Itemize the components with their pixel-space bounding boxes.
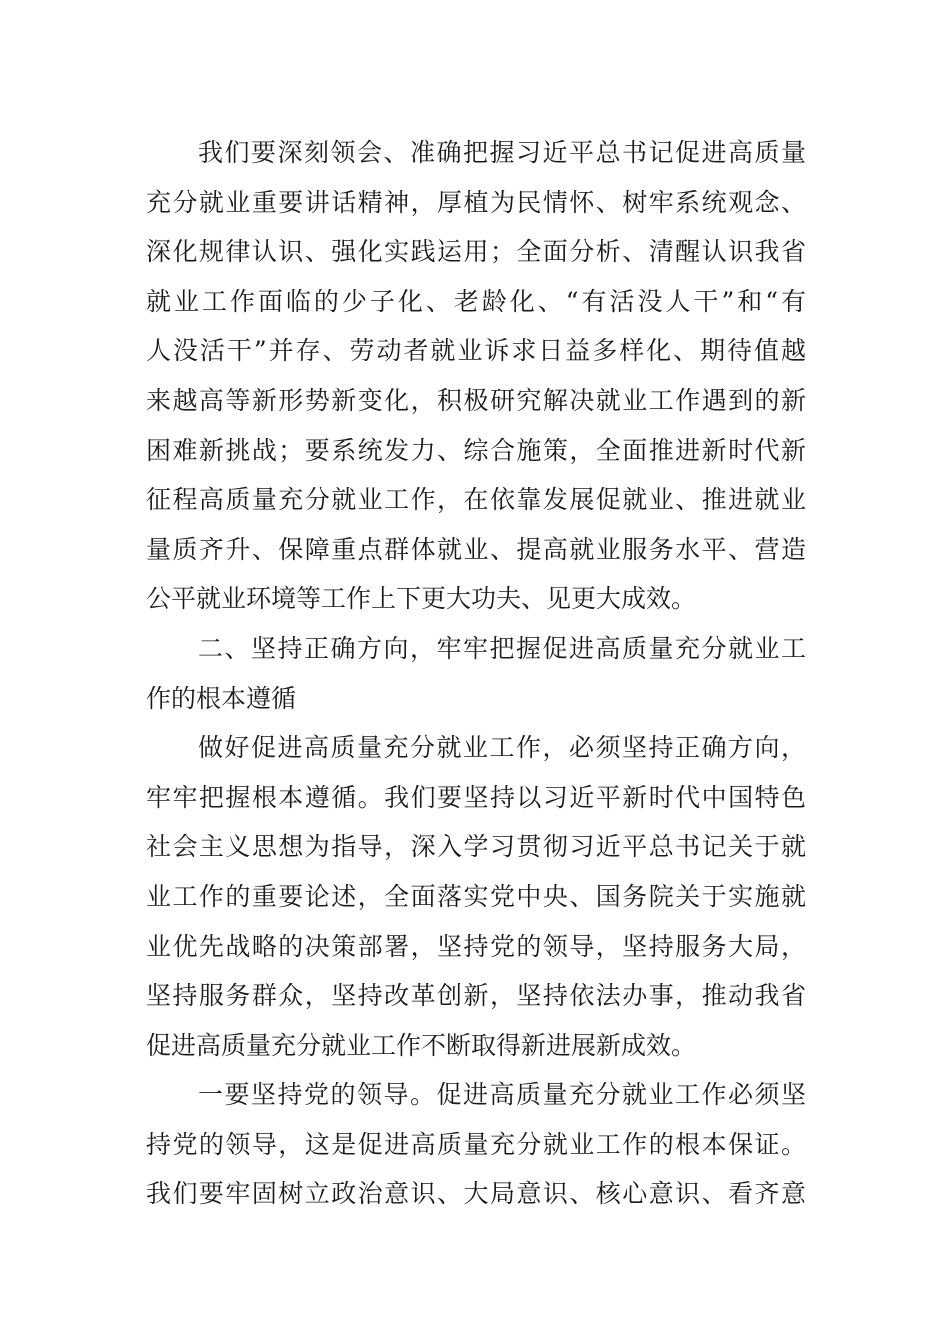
- text-line: 我们要深刻领会、准确把握习近平总书记促进高质量: [198, 138, 806, 167]
- text-line: 征程高质量充分就业工作，在依靠发展促就业、推进就业: [146, 485, 806, 515]
- text-line: 充分就业重要讲话精神，厚植为民情怀、树牢系统观念、: [146, 187, 806, 217]
- text-line: 公平就业环境等工作上下更大功夫、见更大成效。: [146, 584, 697, 614]
- text-line: 社会主义思想为指导，深入学习贯彻习近平总书记关于就: [146, 832, 806, 862]
- text-line: 坚持服务群众，坚持改革创新，坚持依法办事，推动我省: [146, 981, 806, 1011]
- text-line: 来越高等新形势新变化，积极研究解决就业工作遇到的新: [146, 385, 806, 415]
- text-line: 牢牢把握根本遵循。我们要坚持以习近平新时代中国特色: [146, 782, 806, 812]
- text-line: 量质齐升、保障重点群体就业、提高就业服务水平、营造: [146, 534, 806, 564]
- text-line: 我们要牢固树立政治意识、大局意识、核心意识、看齐意: [146, 1179, 806, 1209]
- section-heading: 二、坚持正确方向，牢牢把握促进高质量充分就业工: [198, 633, 806, 663]
- text-line: 一要坚持党的领导。促进高质量充分就业工作必须坚: [198, 1080, 806, 1110]
- text-line: 做好促进高质量充分就业工作，必须坚持正确方向，: [198, 733, 806, 763]
- section-heading-continued: 作的根本遵循: [146, 683, 297, 713]
- document-body: [146, 128, 806, 1219]
- text-line: 深化规律认识、强化实践运用；全面分析、清醒认识我省: [146, 237, 806, 267]
- text-line: 促进高质量充分就业工作不断取得新进展新成效。: [146, 1030, 697, 1060]
- text-line: 业优先战略的决策部署，坚持党的领导，坚持服务大局，: [146, 931, 806, 961]
- text-line: 人没活干”并存、劳动者就业诉求日益多样化、期待值越: [146, 336, 806, 366]
- text-line: 业工作的重要论述，全面落实党中央、国务院关于实施就: [146, 881, 806, 911]
- text-line: 困难新挑战；要系统发力、综合施策，全面推进新时代新: [146, 435, 806, 465]
- text-line: 持党的领导，这是促进高质量充分就业工作的根本保证。: [146, 1129, 806, 1159]
- text-line: 就业工作面临的少子化、老龄化、“有活没人干”和“有: [146, 286, 806, 316]
